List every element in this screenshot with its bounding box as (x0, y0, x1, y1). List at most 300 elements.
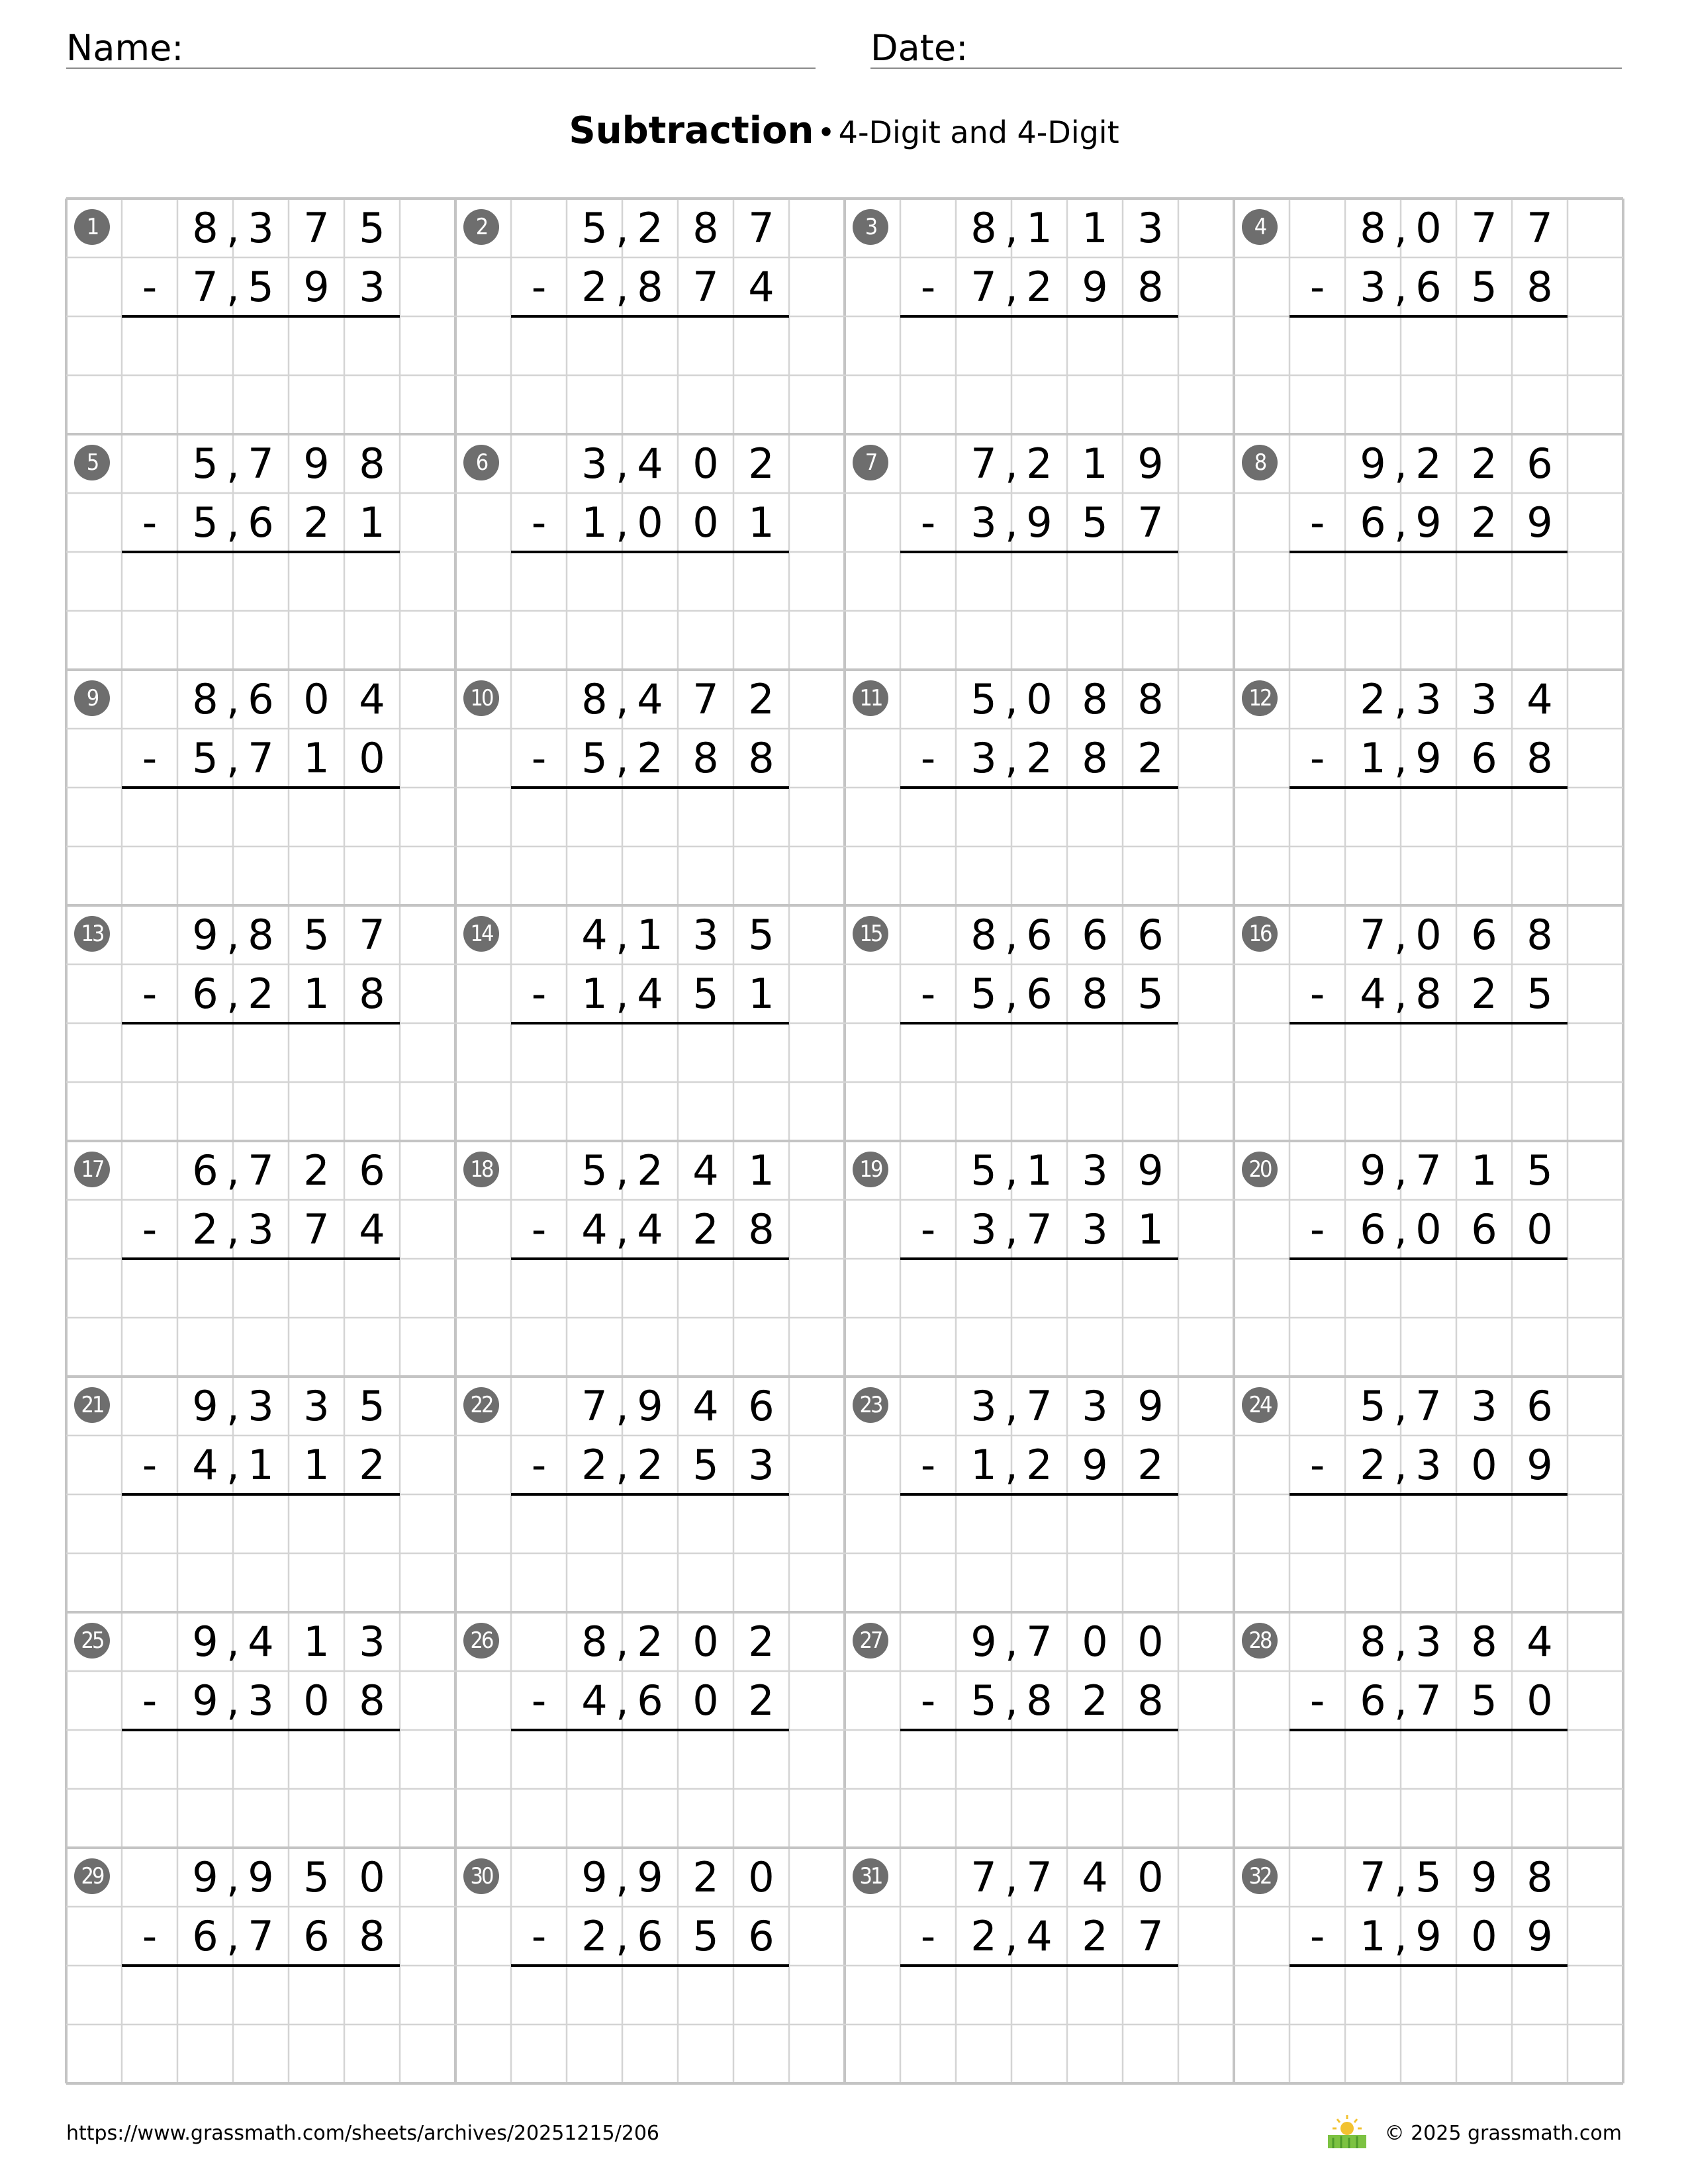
answer-cell[interactable] (733, 1789, 789, 1848)
answer-cell[interactable] (233, 552, 289, 611)
answer-cell[interactable] (344, 1318, 400, 1377)
answer-cell[interactable] (1401, 1082, 1456, 1141)
answer-cell[interactable] (1512, 1082, 1568, 1141)
answer-cell[interactable] (511, 846, 567, 905)
answer-cell[interactable] (1011, 1966, 1067, 2025)
answer-cell[interactable] (733, 1966, 789, 2025)
answer-cell[interactable] (1345, 1494, 1401, 1553)
answer-cell[interactable] (1289, 1553, 1345, 1612)
answer-cell[interactable] (233, 1966, 289, 2025)
answer-cell[interactable] (1456, 1259, 1512, 1318)
answer-cell[interactable] (1345, 1259, 1401, 1318)
answer-cell[interactable] (1289, 552, 1345, 611)
answer-cell[interactable] (1401, 1730, 1456, 1789)
answer-cell[interactable] (567, 552, 622, 611)
answer-cell[interactable] (567, 788, 622, 846)
answer-cell[interactable] (567, 611, 622, 670)
answer-cell[interactable] (1289, 1730, 1345, 1789)
answer-cell[interactable] (1067, 788, 1123, 846)
answer-cell[interactable] (1011, 1082, 1067, 1141)
answer-cell[interactable] (1011, 316, 1067, 375)
answer-cell[interactable] (233, 1082, 289, 1141)
answer-cell[interactable] (122, 1789, 177, 1848)
answer-cell[interactable] (956, 1023, 1011, 1082)
answer-cell[interactable] (233, 846, 289, 905)
answer-cell[interactable] (900, 1023, 956, 1082)
answer-cell[interactable] (177, 1966, 233, 2025)
answer-cell[interactable] (177, 788, 233, 846)
answer-cell[interactable] (511, 611, 567, 670)
answer-cell[interactable] (1067, 611, 1123, 670)
answer-cell[interactable] (567, 1082, 622, 1141)
answer-cell[interactable] (511, 375, 567, 434)
answer-cell[interactable] (733, 1318, 789, 1377)
answer-cell[interactable] (1512, 375, 1568, 434)
answer-cell[interactable] (289, 2025, 344, 2083)
answer-cell[interactable] (678, 788, 733, 846)
answer-cell[interactable] (567, 1553, 622, 1612)
answer-cell[interactable] (1456, 1023, 1512, 1082)
answer-cell[interactable] (122, 1259, 177, 1318)
answer-cell[interactable] (233, 2025, 289, 2083)
answer-cell[interactable] (1011, 2025, 1067, 2083)
answer-cell[interactable] (122, 2025, 177, 2083)
answer-cell[interactable] (1067, 1966, 1123, 2025)
answer-cell[interactable] (622, 611, 678, 670)
answer-cell[interactable] (1123, 316, 1178, 375)
answer-cell[interactable] (567, 846, 622, 905)
answer-cell[interactable] (733, 316, 789, 375)
answer-cell[interactable] (1401, 788, 1456, 846)
answer-cell[interactable] (1401, 1318, 1456, 1377)
answer-cell[interactable] (289, 1259, 344, 1318)
answer-cell[interactable] (900, 375, 956, 434)
answer-cell[interactable] (233, 1318, 289, 1377)
answer-cell[interactable] (1512, 2025, 1568, 2083)
answer-cell[interactable] (1289, 611, 1345, 670)
answer-cell[interactable] (678, 846, 733, 905)
answer-cell[interactable] (344, 1494, 400, 1553)
answer-cell[interactable] (1011, 1730, 1067, 1789)
answer-cell[interactable] (1011, 611, 1067, 670)
answer-cell[interactable] (733, 1730, 789, 1789)
answer-cell[interactable] (177, 1259, 233, 1318)
answer-cell[interactable] (956, 1730, 1011, 1789)
answer-cell[interactable] (900, 1730, 956, 1789)
answer-cell[interactable] (511, 1082, 567, 1141)
answer-cell[interactable] (511, 1553, 567, 1612)
answer-cell[interactable] (1512, 611, 1568, 670)
answer-cell[interactable] (1456, 611, 1512, 670)
answer-cell[interactable] (177, 1318, 233, 1377)
answer-cell[interactable] (1067, 1730, 1123, 1789)
answer-cell[interactable] (122, 375, 177, 434)
answer-cell[interactable] (567, 1730, 622, 1789)
answer-cell[interactable] (233, 1730, 289, 1789)
answer-cell[interactable] (1401, 1494, 1456, 1553)
answer-cell[interactable] (956, 1082, 1011, 1141)
answer-cell[interactable] (1345, 846, 1401, 905)
answer-cell[interactable] (511, 1494, 567, 1553)
answer-cell[interactable] (1123, 375, 1178, 434)
answer-cell[interactable] (900, 552, 956, 611)
answer-cell[interactable] (177, 2025, 233, 2083)
answer-cell[interactable] (678, 316, 733, 375)
answer-cell[interactable] (1067, 2025, 1123, 2083)
answer-cell[interactable] (1512, 788, 1568, 846)
answer-cell[interactable] (177, 1082, 233, 1141)
answer-cell[interactable] (1401, 1023, 1456, 1082)
answer-cell[interactable] (956, 1494, 1011, 1553)
answer-cell[interactable] (567, 1259, 622, 1318)
answer-cell[interactable] (1123, 1789, 1178, 1848)
answer-cell[interactable] (289, 846, 344, 905)
answer-cell[interactable] (122, 552, 177, 611)
answer-cell[interactable] (1123, 1553, 1178, 1612)
answer-cell[interactable] (1011, 552, 1067, 611)
answer-cell[interactable] (122, 1966, 177, 2025)
answer-cell[interactable] (956, 1966, 1011, 2025)
answer-cell[interactable] (1289, 316, 1345, 375)
answer-cell[interactable] (900, 1966, 956, 2025)
answer-cell[interactable] (1456, 846, 1512, 905)
answer-cell[interactable] (622, 316, 678, 375)
answer-cell[interactable] (1011, 1023, 1067, 1082)
answer-cell[interactable] (1289, 1082, 1345, 1141)
answer-cell[interactable] (733, 1494, 789, 1553)
answer-cell[interactable] (511, 788, 567, 846)
answer-cell[interactable] (622, 846, 678, 905)
answer-cell[interactable] (233, 1553, 289, 1612)
answer-cell[interactable] (1289, 375, 1345, 434)
answer-cell[interactable] (678, 375, 733, 434)
answer-cell[interactable] (900, 1259, 956, 1318)
answer-cell[interactable] (289, 611, 344, 670)
answer-cell[interactable] (233, 1789, 289, 1848)
answer-cell[interactable] (344, 1082, 400, 1141)
answer-cell[interactable] (511, 1789, 567, 1848)
answer-cell[interactable] (678, 611, 733, 670)
answer-cell[interactable] (511, 316, 567, 375)
answer-cell[interactable] (622, 1318, 678, 1377)
answer-cell[interactable] (1289, 1494, 1345, 1553)
answer-cell[interactable] (567, 1318, 622, 1377)
answer-cell[interactable] (956, 1259, 1011, 1318)
answer-cell[interactable] (900, 1082, 956, 1141)
answer-cell[interactable] (1345, 1023, 1401, 1082)
answer-cell[interactable] (1345, 1553, 1401, 1612)
answer-cell[interactable] (733, 846, 789, 905)
answer-cell[interactable] (122, 1023, 177, 1082)
answer-cell[interactable] (122, 1553, 177, 1612)
answer-cell[interactable] (1512, 1789, 1568, 1848)
answer-cell[interactable] (289, 1730, 344, 1789)
answer-cell[interactable] (1011, 1553, 1067, 1612)
answer-cell[interactable] (1401, 375, 1456, 434)
answer-cell[interactable] (344, 788, 400, 846)
answer-cell[interactable] (1456, 2025, 1512, 2083)
answer-cell[interactable] (956, 788, 1011, 846)
answer-cell[interactable] (1011, 375, 1067, 434)
answer-cell[interactable] (567, 1789, 622, 1848)
answer-cell[interactable] (122, 788, 177, 846)
answer-cell[interactable] (122, 1730, 177, 1789)
answer-cell[interactable] (1289, 788, 1345, 846)
answer-cell[interactable] (1011, 846, 1067, 905)
answer-cell[interactable] (622, 1494, 678, 1553)
answer-cell[interactable] (1345, 1082, 1401, 1141)
answer-cell[interactable] (678, 1966, 733, 2025)
answer-cell[interactable] (233, 1259, 289, 1318)
answer-cell[interactable] (1123, 846, 1178, 905)
answer-cell[interactable] (1067, 316, 1123, 375)
answer-cell[interactable] (956, 1318, 1011, 1377)
answer-cell[interactable] (122, 316, 177, 375)
answer-cell[interactable] (900, 1494, 956, 1553)
answer-cell[interactable] (733, 1082, 789, 1141)
answer-cell[interactable] (1456, 788, 1512, 846)
answer-cell[interactable] (177, 611, 233, 670)
answer-cell[interactable] (1345, 788, 1401, 846)
answer-cell[interactable] (956, 2025, 1011, 2083)
answer-cell[interactable] (567, 1494, 622, 1553)
answer-cell[interactable] (622, 788, 678, 846)
answer-cell[interactable] (511, 2025, 567, 2083)
answer-cell[interactable] (733, 1553, 789, 1612)
answer-cell[interactable] (1067, 1494, 1123, 1553)
answer-cell[interactable] (289, 1789, 344, 1848)
answer-cell[interactable] (1289, 846, 1345, 905)
answer-cell[interactable] (1123, 611, 1178, 670)
answer-cell[interactable] (233, 1494, 289, 1553)
answer-cell[interactable] (1456, 1318, 1512, 1377)
answer-cell[interactable] (567, 375, 622, 434)
answer-cell[interactable] (177, 1494, 233, 1553)
answer-cell[interactable] (956, 611, 1011, 670)
answer-cell[interactable] (1345, 1730, 1401, 1789)
answer-cell[interactable] (956, 1553, 1011, 1612)
answer-cell[interactable] (177, 1553, 233, 1612)
answer-cell[interactable] (900, 1318, 956, 1377)
answer-cell[interactable] (1456, 316, 1512, 375)
answer-cell[interactable] (344, 1789, 400, 1848)
answer-cell[interactable] (1345, 552, 1401, 611)
answer-cell[interactable] (122, 611, 177, 670)
answer-cell[interactable] (678, 1082, 733, 1141)
answer-cell[interactable] (678, 2025, 733, 2083)
answer-cell[interactable] (122, 1318, 177, 1377)
answer-cell[interactable] (289, 1082, 344, 1141)
answer-cell[interactable] (344, 375, 400, 434)
answer-cell[interactable] (1401, 1789, 1456, 1848)
answer-cell[interactable] (344, 316, 400, 375)
answer-cell[interactable] (622, 2025, 678, 2083)
answer-cell[interactable] (1345, 2025, 1401, 2083)
answer-cell[interactable] (177, 552, 233, 611)
answer-cell[interactable] (622, 375, 678, 434)
answer-cell[interactable] (344, 846, 400, 905)
answer-cell[interactable] (900, 1789, 956, 1848)
answer-cell[interactable] (289, 552, 344, 611)
answer-cell[interactable] (956, 846, 1011, 905)
answer-cell[interactable] (678, 1553, 733, 1612)
answer-cell[interactable] (1289, 1023, 1345, 1082)
answer-cell[interactable] (900, 316, 956, 375)
answer-cell[interactable] (233, 375, 289, 434)
answer-cell[interactable] (1512, 1966, 1568, 2025)
answer-cell[interactable] (1401, 1553, 1456, 1612)
answer-cell[interactable] (1011, 788, 1067, 846)
answer-cell[interactable] (344, 611, 400, 670)
answer-cell[interactable] (1345, 611, 1401, 670)
answer-cell[interactable] (1011, 1318, 1067, 1377)
answer-cell[interactable] (1123, 788, 1178, 846)
answer-cell[interactable] (177, 846, 233, 905)
answer-cell[interactable] (344, 1023, 400, 1082)
answer-cell[interactable] (1512, 1553, 1568, 1612)
answer-cell[interactable] (900, 846, 956, 905)
answer-cell[interactable] (678, 1259, 733, 1318)
answer-cell[interactable] (1345, 375, 1401, 434)
answer-cell[interactable] (233, 316, 289, 375)
answer-cell[interactable] (1456, 1553, 1512, 1612)
answer-cell[interactable] (622, 1082, 678, 1141)
answer-cell[interactable] (289, 1553, 344, 1612)
answer-cell[interactable] (567, 316, 622, 375)
answer-cell[interactable] (122, 846, 177, 905)
answer-cell[interactable] (900, 788, 956, 846)
answer-cell[interactable] (177, 1789, 233, 1848)
answer-cell[interactable] (733, 2025, 789, 2083)
answer-cell[interactable] (1123, 1730, 1178, 1789)
answer-cell[interactable] (1067, 552, 1123, 611)
answer-cell[interactable] (678, 1789, 733, 1848)
answer-cell[interactable] (1512, 1494, 1568, 1553)
answer-cell[interactable] (511, 1259, 567, 1318)
answer-cell[interactable] (1123, 1318, 1178, 1377)
answer-cell[interactable] (900, 1553, 956, 1612)
answer-cell[interactable] (511, 1966, 567, 2025)
answer-cell[interactable] (1067, 1259, 1123, 1318)
answer-cell[interactable] (122, 1494, 177, 1553)
answer-cell[interactable] (289, 316, 344, 375)
answer-cell[interactable] (289, 1966, 344, 2025)
answer-cell[interactable] (1345, 1789, 1401, 1848)
answer-cell[interactable] (344, 1966, 400, 2025)
answer-cell[interactable] (511, 552, 567, 611)
answer-cell[interactable] (733, 375, 789, 434)
answer-cell[interactable] (1401, 1966, 1456, 2025)
answer-cell[interactable] (1512, 1259, 1568, 1318)
answer-cell[interactable] (289, 375, 344, 434)
answer-cell[interactable] (1456, 552, 1512, 611)
answer-cell[interactable] (344, 1730, 400, 1789)
answer-cell[interactable] (511, 1730, 567, 1789)
answer-cell[interactable] (1123, 1494, 1178, 1553)
answer-cell[interactable] (1123, 2025, 1178, 2083)
answer-cell[interactable] (511, 1318, 567, 1377)
answer-cell[interactable] (1345, 1966, 1401, 2025)
answer-cell[interactable] (956, 552, 1011, 611)
answer-cell[interactable] (177, 1023, 233, 1082)
answer-cell[interactable] (1401, 846, 1456, 905)
answer-cell[interactable] (622, 1023, 678, 1082)
answer-cell[interactable] (1067, 1789, 1123, 1848)
answer-cell[interactable] (1067, 1082, 1123, 1141)
answer-cell[interactable] (1067, 846, 1123, 905)
answer-cell[interactable] (1512, 552, 1568, 611)
answer-cell[interactable] (1456, 1730, 1512, 1789)
answer-cell[interactable] (1401, 611, 1456, 670)
answer-cell[interactable] (1401, 552, 1456, 611)
answer-cell[interactable] (1289, 1789, 1345, 1848)
answer-cell[interactable] (733, 1259, 789, 1318)
answer-cell[interactable] (1456, 1082, 1512, 1141)
answer-cell[interactable] (678, 1023, 733, 1082)
answer-cell[interactable] (733, 611, 789, 670)
answer-cell[interactable] (1456, 1494, 1512, 1553)
answer-cell[interactable] (1401, 316, 1456, 375)
answer-cell[interactable] (1123, 1259, 1178, 1318)
answer-cell[interactable] (1456, 1966, 1512, 2025)
answer-cell[interactable] (1123, 1023, 1178, 1082)
answer-cell[interactable] (1067, 1023, 1123, 1082)
answer-cell[interactable] (511, 1023, 567, 1082)
answer-cell[interactable] (1289, 1259, 1345, 1318)
answer-cell[interactable] (1123, 1966, 1178, 2025)
answer-cell[interactable] (289, 1318, 344, 1377)
answer-cell[interactable] (678, 1494, 733, 1553)
answer-cell[interactable] (1456, 1789, 1512, 1848)
answer-cell[interactable] (1067, 1553, 1123, 1612)
answer-cell[interactable] (900, 2025, 956, 2083)
answer-cell[interactable] (1011, 1494, 1067, 1553)
answer-cell[interactable] (1289, 2025, 1345, 2083)
answer-cell[interactable] (622, 1553, 678, 1612)
answer-cell[interactable] (122, 1082, 177, 1141)
answer-cell[interactable] (733, 552, 789, 611)
answer-cell[interactable] (567, 1023, 622, 1082)
answer-cell[interactable] (177, 375, 233, 434)
answer-cell[interactable] (1512, 1730, 1568, 1789)
answer-cell[interactable] (1345, 316, 1401, 375)
answer-cell[interactable] (1456, 375, 1512, 434)
answer-cell[interactable] (567, 2025, 622, 2083)
answer-cell[interactable] (233, 611, 289, 670)
answer-cell[interactable] (1289, 1318, 1345, 1377)
answer-cell[interactable] (1123, 1082, 1178, 1141)
answer-cell[interactable] (344, 1259, 400, 1318)
answer-cell[interactable] (956, 1789, 1011, 1848)
answer-cell[interactable] (733, 1023, 789, 1082)
answer-cell[interactable] (1512, 316, 1568, 375)
answer-cell[interactable] (177, 316, 233, 375)
answer-cell[interactable] (1123, 552, 1178, 611)
answer-cell[interactable] (344, 1553, 400, 1612)
answer-cell[interactable] (622, 1789, 678, 1848)
answer-cell[interactable] (289, 1494, 344, 1553)
answer-cell[interactable] (1512, 1023, 1568, 1082)
answer-cell[interactable] (1011, 1259, 1067, 1318)
answer-cell[interactable] (1512, 846, 1568, 905)
answer-cell[interactable] (622, 1259, 678, 1318)
answer-cell[interactable] (233, 788, 289, 846)
answer-cell[interactable] (733, 788, 789, 846)
answer-cell[interactable] (1067, 375, 1123, 434)
answer-cell[interactable] (289, 788, 344, 846)
answer-cell[interactable] (289, 1023, 344, 1082)
answer-cell[interactable] (622, 1730, 678, 1789)
